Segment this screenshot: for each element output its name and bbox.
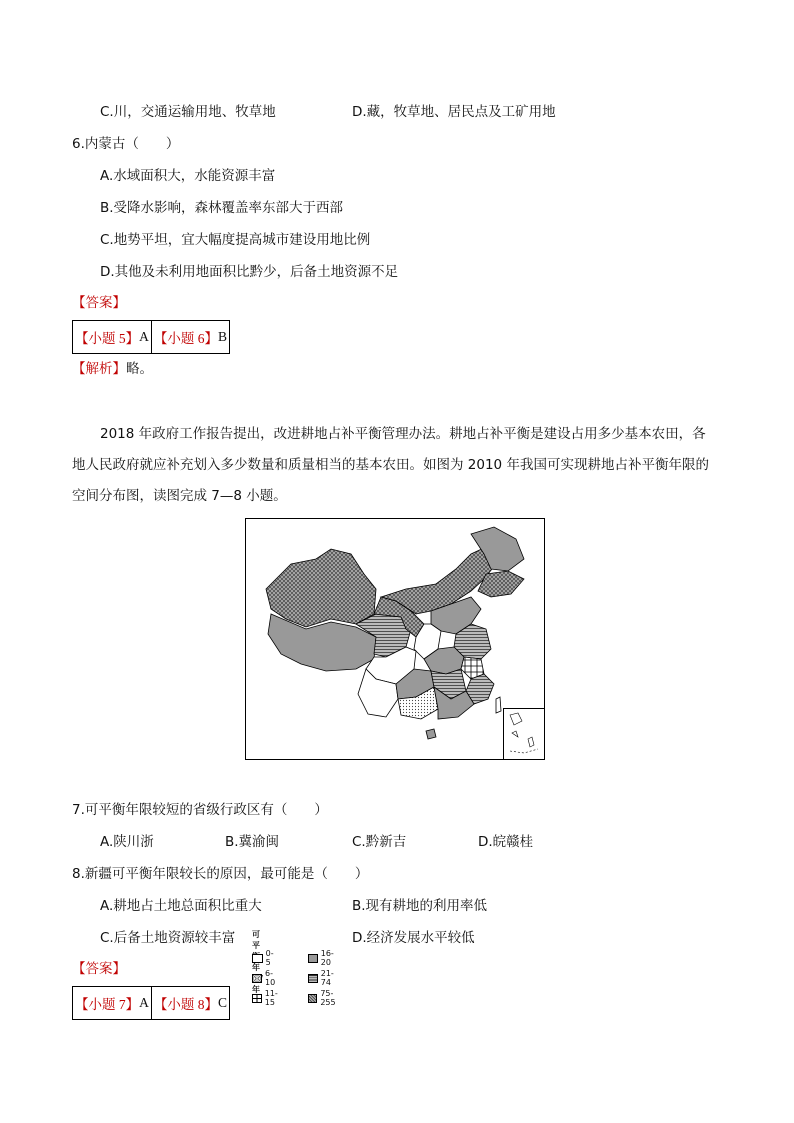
- answer-tag: 【小题 5】: [75, 331, 140, 346]
- answer-label: 【答案】: [72, 961, 126, 977]
- legend-swatch: [308, 954, 318, 963]
- legend-swatch: [252, 954, 263, 963]
- q8-option-c: C.后备土地资源较丰富: [100, 930, 236, 946]
- legend-item: [308, 969, 337, 987]
- passage-line-3: 空间分布图，读图完成 7—8 小题。: [72, 488, 287, 504]
- q5-option-d: D.藏，牧草地、居民点及工矿用地: [352, 104, 556, 120]
- legend-label: 75-255: [320, 989, 336, 1007]
- q8-stem: 8.新疆可平衡年限较长的原因，最可能是（ ）: [72, 866, 369, 882]
- passage-line-2: 地人民政府就应补充划入多少数量和质量相当的基本农田。如图为 2010 年我国可实现耕地占补平衡年限的: [72, 457, 709, 473]
- legend-item: [308, 989, 339, 1007]
- answer-cell: [73, 987, 151, 1019]
- answer-tag: 【小题 7】: [75, 997, 140, 1012]
- legend-label: 16-20: [320, 949, 334, 967]
- legend-label: 0-5: [265, 949, 274, 967]
- answer-label: 【答案】: [72, 295, 126, 311]
- answer-tag: 【小题 8】: [153, 997, 218, 1012]
- answer-tag: 【小题 6】: [153, 331, 218, 346]
- analysis-text: 略。: [126, 361, 153, 377]
- legend-swatch: [308, 994, 317, 1003]
- legend-swatch: [252, 974, 262, 983]
- answer-value: B: [218, 329, 228, 344]
- q8-option-a: A.耕地占土地总面积比重大: [100, 898, 262, 914]
- answer-cell: [151, 987, 229, 1019]
- q7-option-a: A.陕川浙: [100, 834, 154, 850]
- answer-value: A: [139, 329, 149, 344]
- legend-title: 可平 年 年: [252, 930, 260, 994]
- answer-value: A: [139, 995, 149, 1010]
- q6-option-b: B.受降水影响，森林覆盖率东部大于西部: [100, 200, 344, 216]
- legend-item: [252, 969, 278, 987]
- q6-option-a: A.水域面积大，水能资源丰富: [100, 168, 276, 184]
- legend-swatch: [252, 994, 262, 1003]
- legend-label: 6-10: [264, 969, 276, 987]
- legend-item: [308, 949, 337, 967]
- region-xinjiang: [266, 549, 376, 627]
- inset-map: [504, 709, 544, 759]
- q7-option-d: D.皖赣桂: [478, 834, 534, 850]
- answer-box: [72, 320, 230, 354]
- q6-option-d: D.其他及未利用地面积比黔少，后备土地资源不足: [100, 264, 399, 280]
- legend-item: [252, 989, 281, 1007]
- q7-option-c: C.黔新吉: [352, 834, 407, 850]
- answer-cell: [73, 321, 151, 353]
- q8-option-b: B.现有耕地的利用率低: [352, 898, 488, 914]
- answer-cell: [151, 321, 229, 353]
- legend-label: 11-15: [264, 989, 278, 1007]
- region-hainan: [426, 729, 436, 739]
- analysis-tag: 【解析】: [72, 361, 126, 377]
- answer-box: [72, 986, 230, 1020]
- south-china-sea-inset: [503, 708, 544, 759]
- legend-swatch: [308, 974, 318, 983]
- q6-option-c: C.地势平坦，宜大幅度提高城市建设用地比例: [100, 232, 371, 248]
- analysis: [72, 359, 153, 379]
- q8-option-d: D.经济发展水平较低: [352, 930, 475, 946]
- q6-stem: 6.内蒙古（ ）: [72, 136, 180, 152]
- answer-value: C: [218, 995, 228, 1010]
- china-map: [246, 519, 546, 761]
- region-taiwan: [496, 697, 501, 713]
- legend-label: 21-74: [320, 969, 334, 987]
- q7-stem: 7.可平衡年限较短的省级行政区有（ ）: [72, 802, 328, 818]
- passage-line-1: 2018 年政府工作报告提出，改进耕地占补平衡管理办法。耕地占补平衡是建设占用多少基本农田，各: [100, 426, 706, 442]
- q5-option-c: C.川，交通运输用地、牧草地: [100, 104, 276, 120]
- q7-option-b: B.冀渝闽: [225, 834, 280, 850]
- legend-item: [252, 949, 276, 967]
